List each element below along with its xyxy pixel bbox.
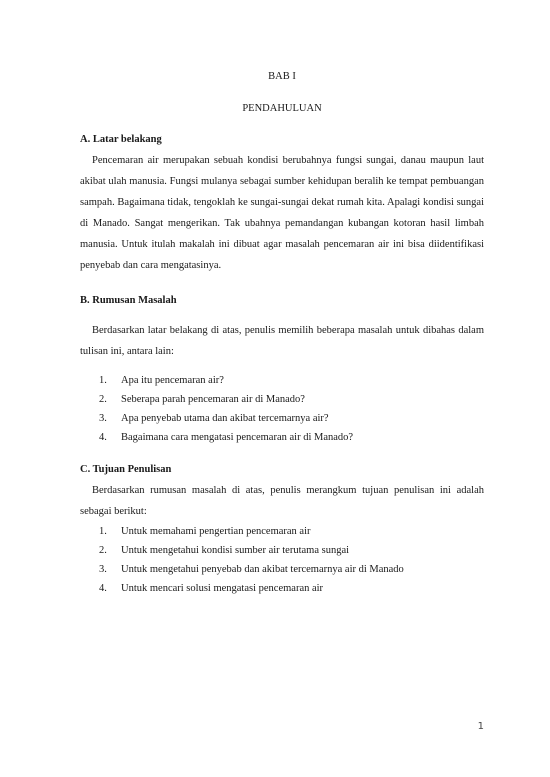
list-item-number: 2. <box>99 545 107 556</box>
list-item <box>80 390 484 409</box>
list-item-text: Untuk mencari solusi mengatasi pencemaran air <box>121 583 324 594</box>
list-item-text: Bagaimana cara mengatasi pencemaran air di Manado? <box>121 432 354 443</box>
list-item-text: Untuk mengetahui penyebab dan akibat tercemarnya air di Manado <box>121 564 404 575</box>
paragraph-latar-belakang: Pencemaran air merupakan sebuah kondisi berubahnya fungsi sungai, danau maupun laut akibat ulah manusia. Fungsi mulanya sebagai sumber kehidupan beralih ke tempat pembuangan sampah. Bagaimana tidak, tengoklah ke sungai-sungai dekat rumah kita. Apalagi kondisi sungai di Manado. Sangat mengerikan. Tak ubahnya pemandangan kubangan kotoran hasil limbah manusia. Untuk itulah makalah ini dibuat agar masalah pencemaran air ini bisa diidentifikasi penyebab dan cara mengatasinya. <box>80 155 484 271</box>
list-item-number: 2. <box>99 394 107 405</box>
list-item <box>80 541 484 560</box>
chapter-number: BAB I <box>268 71 296 82</box>
list-item <box>80 428 484 447</box>
section-heading-rumusan-masalah: B. Rumusan Masalah <box>80 295 177 306</box>
section-heading-tujuan-penulisan: C. Tujuan Penulisan <box>80 464 172 475</box>
list-rumusan-masalah <box>80 371 484 447</box>
list-item-text: Untuk memahami pengertian pencemaran air <box>121 526 311 537</box>
list-item <box>80 371 484 390</box>
list-item-number: 1. <box>99 526 107 537</box>
paragraph-rumusan-masalah: Berdasarkan latar belakang di atas, penulis memilih beberapa masalah untuk dibahas dalam tulisan ini, antara lain: <box>80 325 484 357</box>
list-item <box>80 579 484 598</box>
chapter-title: PENDAHULUAN <box>242 103 322 114</box>
section-heading-latar-belakang: A. Latar belakang <box>80 134 162 145</box>
list-item <box>80 409 484 428</box>
page-number: 1 <box>477 721 484 732</box>
list-item-number: 3. <box>99 413 107 424</box>
list-item-text: Apa penyebab utama dan akibat tercemarnya air? <box>121 413 329 424</box>
list-item-number: 4. <box>99 583 107 594</box>
list-item-number: 1. <box>99 375 107 386</box>
list-item-text: Seberapa parah pencemaran air di Manado? <box>121 394 305 405</box>
list-item-text: Untuk mengetahui kondisi sumber air terutama sungai <box>121 545 350 556</box>
list-item <box>80 560 484 579</box>
list-item-text: Apa itu pencemaran air? <box>121 375 224 386</box>
list-tujuan-penulisan <box>80 522 484 598</box>
page-content <box>80 66 484 598</box>
list-item <box>80 522 484 541</box>
list-item-number: 4. <box>99 432 107 443</box>
paragraph-tujuan-penulisan: Berdasarkan rumusan masalah di atas, penulis merangkum tujuan penulisan ini adalah sebagai berikut: <box>80 485 484 517</box>
list-item-number: 3. <box>99 564 107 575</box>
